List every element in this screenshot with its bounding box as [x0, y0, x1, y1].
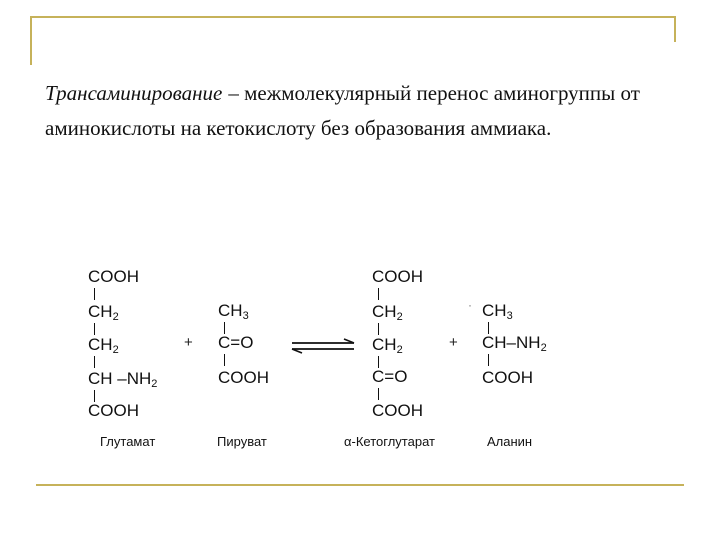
plus-sign-1: +: [184, 334, 193, 351]
stray-dot: ·: [468, 298, 472, 312]
glutamate-bond-2: [94, 323, 95, 335]
transamination-scheme: [82, 258, 642, 458]
ketoglutarate-bond-2: [378, 323, 379, 335]
frame-right-line: [674, 16, 676, 42]
alanine-row-3: COOH: [482, 368, 533, 387]
ketoglutarate-bond-1: [378, 288, 379, 300]
glutamate-row-1: COOH: [88, 267, 139, 286]
definition-term: Трансаминирование: [45, 81, 223, 105]
alanine-row-1: $CH_3$: [482, 301, 513, 322]
glutamate-bond-1: [94, 288, 95, 300]
definition-text: – межмолекулярный перенос аминогруппы от аминокислоты на кетокислоту без образования аммиака.: [45, 81, 640, 140]
ketoglutarate-bond-4: [378, 388, 379, 400]
definition-paragraph: [45, 76, 645, 146]
pyruvate-bond-2: [224, 354, 225, 366]
alanine-bond-2: [488, 354, 489, 366]
ketoglutarate-row-4: C=O: [372, 367, 408, 386]
glutamate-row-3: $CH_2$: [88, 335, 119, 356]
frame-left-line: [30, 16, 32, 65]
ketoglutarate-row-5: COOH: [372, 401, 423, 420]
frame-bottom-line: [36, 484, 684, 486]
ketoglutarate-row-1: COOH: [372, 267, 423, 286]
glutamate-row-5: COOH: [88, 401, 139, 420]
alanine-row-2: $CH-NH_2$: [482, 333, 547, 354]
frame-top-line: [30, 16, 676, 18]
glutamate-row-4: CH $-NH_2$: [88, 369, 158, 390]
label-alanine: Аланин: [487, 434, 533, 449]
label-pyruvate: Пируват: [217, 434, 267, 449]
label-glutamate: Глутамат: [100, 434, 156, 449]
pyruvate-row-2: C=O: [218, 333, 254, 352]
ketoglutarate-row-3: $CH_2$: [372, 335, 403, 356]
equilibrium-arrows: [290, 338, 356, 354]
plus-sign-2: +: [449, 334, 458, 351]
glutamate-bond-3: [94, 356, 95, 368]
label-ketoglutarate: α-Кетоглутарат: [344, 434, 435, 449]
ketoglutarate-row-2: $CH_2$: [372, 302, 403, 323]
pyruvate-row-3: COOH: [218, 368, 269, 387]
glutamate-row-2: $CH_2$: [88, 302, 119, 323]
pyruvate-row-1: $CH_3$: [218, 301, 249, 322]
